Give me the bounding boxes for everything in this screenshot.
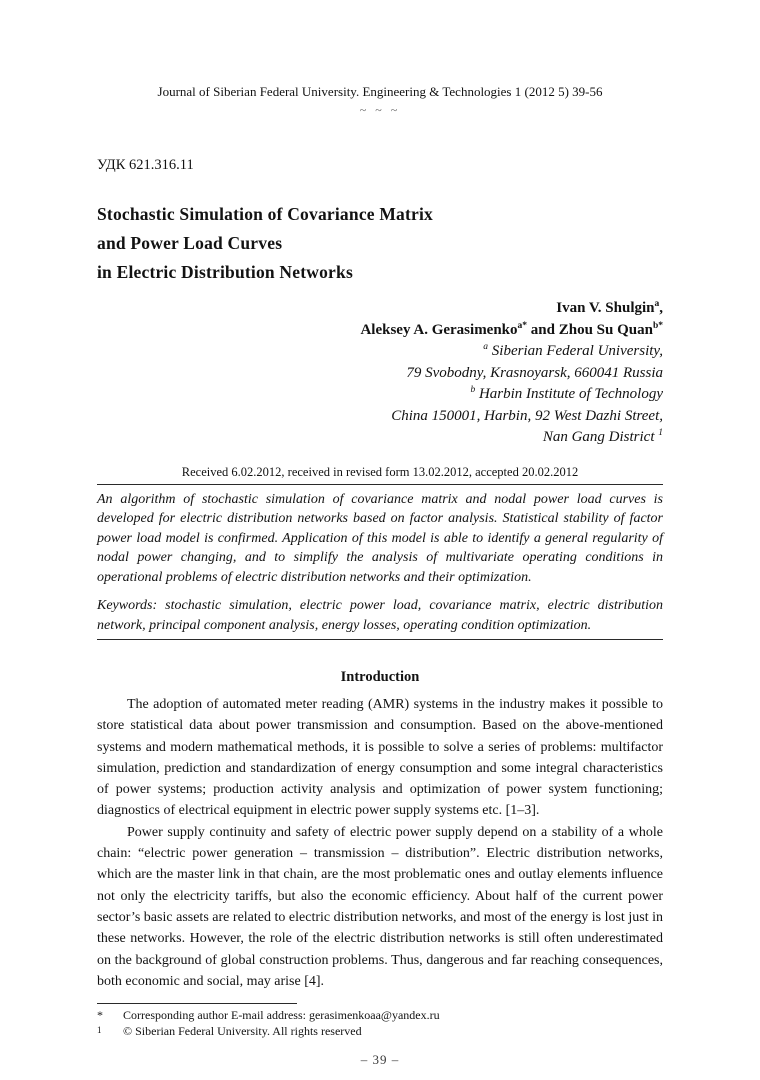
affiliation-line-5: Nan Gang District $^1$ bbox=[542, 428, 663, 445]
intro-paragraph-2: Power supply continuity and safety of electric power supply depend on a stability of a whole chain: “electric power generation – transmission – distribution”. Electric distribution networks, which are the master link in that chain, are the most problematic ones and outlay elements influence not only the electricity tariffs, but also the economic efficiency. About half of the current power sector’s basic assets are related to electric distribution networks, and most of the energy is lost just in these networks. However, the role of the electric distribution networks is still often underestimated on the background of global construction problems. Thus, dangerous and far reaching consequences, both economic and social, may arise [4]. bbox=[97, 824, 663, 989]
author-affiliation-mark: b* bbox=[652, 320, 663, 331]
affiliation-line-2: 79 Svobodny, Krasnoyarsk, 660041 Russia bbox=[406, 364, 663, 381]
received-dates-line: Received 6.02.2012, received in revised form 13.02.2012, accepted 20.02.2012 bbox=[181, 464, 579, 479]
author-line-2: Aleksey A. Gerasimenko$^{a*}$ and Zhou Su Quan$^{b*}$ bbox=[360, 320, 663, 338]
paper-title-line-3: in Electric Distribution Networks bbox=[97, 262, 353, 282]
paper-title-line-1: Stochastic Simulation of Covariance Matrix bbox=[97, 204, 434, 224]
keywords-text: Keywords: stochastic simulation, electric power load, covariance matrix, electric distribution network, principal component analysis, energy losses, operating condition optimization. bbox=[97, 598, 663, 633]
affiliation-line-3: $^b$ Harbin Institute of Technology bbox=[470, 385, 663, 402]
footnote-copyright bbox=[97, 1024, 663, 1040]
footnote-area bbox=[97, 1003, 663, 1039]
affiliation-mark: a bbox=[483, 342, 489, 352]
footnote-mark: 1 bbox=[658, 428, 663, 438]
udk-code: УДК 621.316.11 bbox=[97, 157, 194, 173]
author-affiliation-mark: a* bbox=[517, 320, 528, 331]
author-line-1: Ivan V. Shulgin$^a$, bbox=[556, 299, 663, 316]
page-number: – 39 – bbox=[360, 1052, 400, 1068]
footnote-corresponding-author bbox=[97, 1008, 663, 1024]
affiliation-line-1: $^a$ Siberian Federal University, bbox=[483, 342, 663, 359]
section-heading-introduction: Introduction bbox=[340, 669, 420, 685]
footnote-text-email: Corresponding author E-mail address: gerasimenkoaa@yandex.ru bbox=[123, 1008, 440, 1023]
authors-block bbox=[97, 298, 663, 449]
journal-header: Journal of Siberian Federal University. Engineering & Technologies 1 (2012 5) 39-56 bbox=[157, 84, 603, 99]
affiliation-mark: b bbox=[470, 385, 476, 395]
intro-paragraph-1: The adoption of automated meter reading (AMR) systems in the industry makes it possible to store statistical data about power transmission and consumption. Based on the above-mentioned systems and modern mathematical methods, it is possible to solve a series of problems: multifactor simulation, prediction and standardization of energy consumption and some integral characteristics of power systems; production activity analysis and optimization of power system functioning; diagnostics of electrical equipment in electric power supply systems etc. [1–3]. bbox=[97, 697, 663, 819]
header-tilde-separator: ~ ~ ~ bbox=[359, 103, 401, 117]
footnote-rule bbox=[97, 1003, 297, 1004]
author-affiliation-mark: a bbox=[654, 299, 660, 309]
footnote-marker-one: 1 bbox=[97, 1024, 102, 1035]
abstract-top-rule bbox=[97, 484, 663, 485]
paper-title-line-2: and Power Load Curves bbox=[97, 233, 283, 253]
abstract-bottom-rule bbox=[97, 639, 663, 640]
paper-title bbox=[97, 200, 663, 287]
footnote-text-copyright: © Siberian Federal University. All rights reserved bbox=[123, 1023, 362, 1038]
footnote-marker-asterisk: * bbox=[97, 1008, 103, 1023]
abstract-text: An algorithm of stochastic simulation of covariance matrix and nodal power load curves is developed for electric distribution networks based on factor analysis. Statistical stability of factor power load model is confirmed. Application of this model is able to identify a general regularity of nodal power changing, and to simplify the analysis of multivariate operating conditions in operational problems of electric distribution networks and their optimization. bbox=[97, 491, 663, 585]
affiliation-line-4: China 150001, Harbin, 92 West Dazhi Street, bbox=[391, 407, 663, 424]
